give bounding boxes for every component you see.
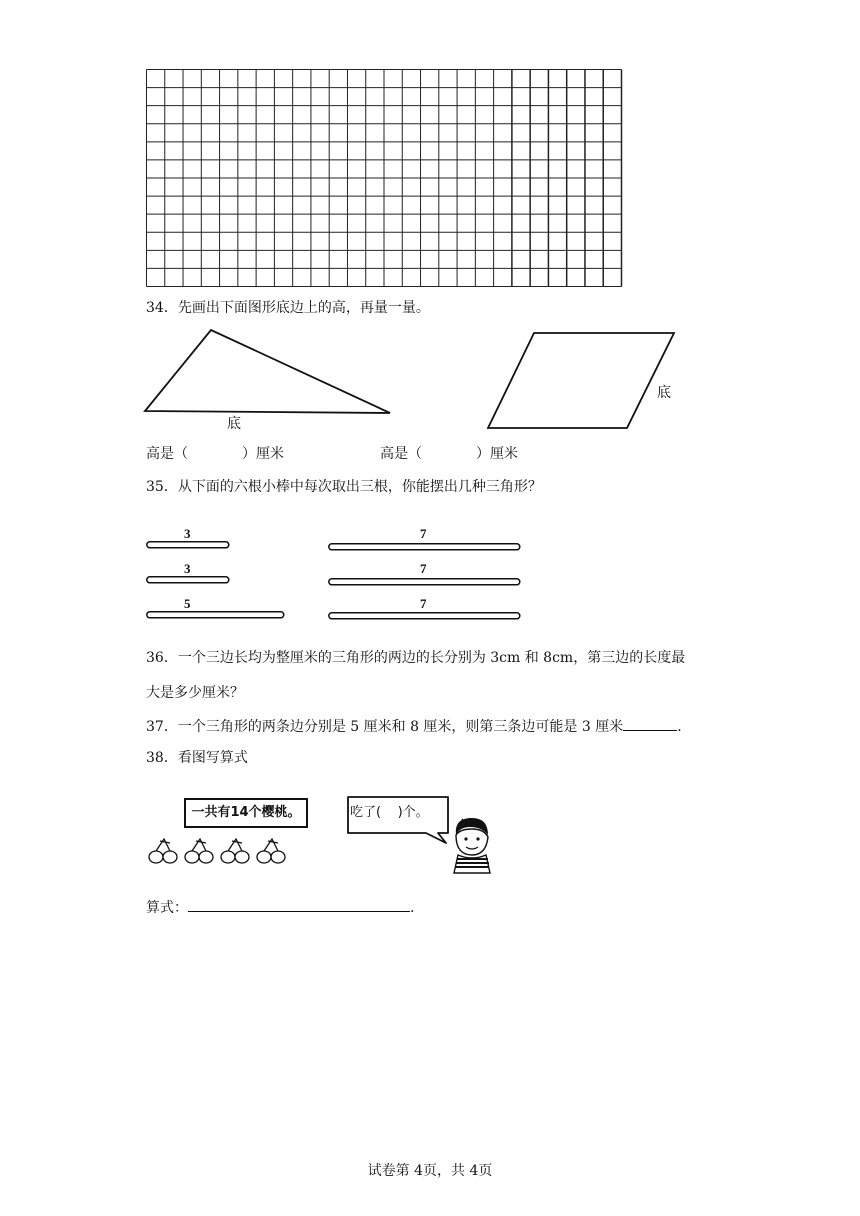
stick-label-1: 3 bbox=[184, 526, 191, 541]
cherry-pair-3 bbox=[221, 839, 249, 863]
triangle-base-label: 底 bbox=[227, 416, 241, 432]
answer-right-prefix: 高是（ bbox=[380, 446, 422, 462]
formula-line bbox=[146, 897, 414, 918]
stick-4 bbox=[328, 543, 522, 553]
stick-5 bbox=[328, 578, 522, 588]
stick-2 bbox=[146, 576, 230, 586]
speech-bubble-total: 一共有14个樱桃。 bbox=[184, 798, 308, 828]
answer-grid bbox=[146, 69, 622, 287]
cherry-pair-1 bbox=[149, 839, 177, 863]
formula-end: . bbox=[410, 900, 415, 916]
stick-3 bbox=[146, 611, 286, 621]
stick-label-2: 3 bbox=[184, 561, 191, 576]
question-37-text: 37．一个三角形的两条边分别是 5 厘米和 8 厘米，则第三条边可能是 3 厘米 bbox=[146, 719, 624, 735]
cherries-illustration bbox=[146, 835, 306, 871]
speech-bubble-eaten-text: 吃了( )个。 bbox=[350, 805, 429, 820]
question-38-text: 38．看图写算式 bbox=[146, 750, 248, 766]
height-answer-left bbox=[146, 444, 284, 464]
cherry-pair-2 bbox=[185, 839, 213, 863]
stick-1 bbox=[146, 541, 230, 551]
formula-blank[interactable] bbox=[188, 897, 410, 912]
answer-left-prefix: 高是（ bbox=[146, 446, 188, 462]
stick-label-3: 5 bbox=[184, 596, 191, 611]
question-37-blank[interactable] bbox=[623, 716, 677, 731]
parallelogram-figure bbox=[484, 328, 684, 433]
triangle-shape bbox=[145, 330, 390, 413]
stick-label-6: 7 bbox=[420, 596, 427, 611]
stick-label-5: 7 bbox=[420, 561, 427, 576]
question-35-text: 35．从下面的六根小棒中每次取出三根，你能摆出几种三角形？ bbox=[146, 479, 542, 495]
answer-left-suffix: ）厘米 bbox=[242, 446, 284, 462]
answer-right-suffix: ）厘米 bbox=[476, 446, 518, 462]
height-answer-right bbox=[380, 444, 518, 464]
parallelogram-base-label: 底 bbox=[657, 385, 671, 401]
boy-avatar-icon bbox=[448, 815, 494, 875]
question-34-text: 34．先画出下面图形底边上的高，再量一量。 bbox=[146, 300, 430, 316]
question-37-end: . bbox=[677, 719, 682, 735]
triangle-figure bbox=[140, 325, 400, 435]
stick-6 bbox=[328, 612, 522, 622]
stick-label-4: 7 bbox=[420, 526, 427, 541]
cherry-pair-4 bbox=[257, 839, 285, 863]
formula-label: 算式： bbox=[146, 900, 188, 916]
question-37 bbox=[146, 716, 682, 737]
question-36-line-2: 大是多少厘米？ bbox=[146, 685, 244, 701]
question-36-line-1: 36．一个三边长均为整厘米的三角形的两边的长分别为 3cm 和 8cm，第三边的长度最 bbox=[146, 650, 686, 666]
page-footer: 试卷第 4页，共 4页 bbox=[367, 1163, 493, 1179]
parallelogram-shape bbox=[488, 333, 674, 428]
